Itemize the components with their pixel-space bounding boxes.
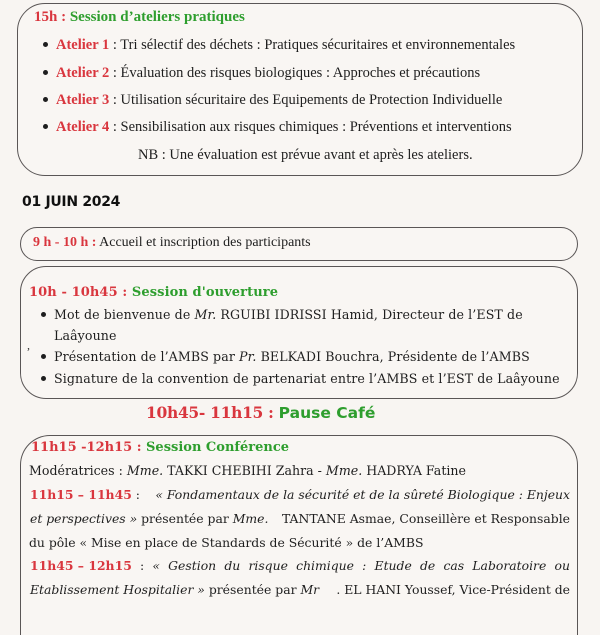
person-title: Mme.	[232, 511, 269, 526]
word: risque	[248, 558, 288, 573]
atelier-label: Atelier 3	[56, 92, 110, 108]
talk-2-line-2	[30, 582, 570, 597]
pause-title: Pause Café	[278, 404, 376, 422]
atelier-item	[43, 37, 515, 54]
session-title: Session d'ouverture	[131, 285, 279, 300]
atelier-item	[43, 65, 480, 82]
atelier-text: : Évaluation des risques biologiques : Approches et précautions	[109, 65, 481, 81]
bullet-icon	[41, 354, 46, 359]
atelier-text: : Sensibilisation aux risques chimiques : Préventions et interventions	[109, 119, 512, 135]
word: chimique	[296, 558, 354, 573]
talk-1-line-2	[30, 511, 570, 526]
moderator-name: TAKKI CHEBIHI Zahra -	[163, 463, 326, 478]
atelier-item	[43, 92, 502, 109]
atelier-text: : Utilisation sécuritaire des Equipements de Protection Individuelle	[109, 92, 503, 108]
word: Laboratoire	[472, 558, 547, 573]
ouverture-item-continuation: Laâyoune	[54, 328, 117, 343]
session-title: Session Conférence	[146, 440, 290, 455]
pause-cafe	[146, 403, 375, 423]
atelier-text: : Tri sélectif des déchets : Pratiques sécuritaires et environnementales	[109, 37, 516, 53]
separator: :	[131, 487, 140, 502]
bullet-icon	[43, 97, 48, 102]
ouverture-session-box	[20, 266, 578, 399]
conference-heading	[31, 440, 289, 455]
word: ou	[554, 558, 570, 573]
accueil-box	[20, 227, 578, 261]
ouverture-item	[41, 371, 560, 386]
ateliers-session-box	[17, 3, 583, 176]
item-text: Signature de la convention de partenariat entre l’AMBS et l’EST de Laâyoune	[54, 371, 560, 386]
atelier-label: Atelier 2	[56, 65, 110, 81]
talk-text: présentée par	[204, 582, 301, 597]
person-title: Mr	[300, 582, 320, 597]
ouverture-heading	[29, 285, 278, 300]
date-heading: 01 JUIN 2024	[22, 194, 121, 210]
bullet-icon	[41, 312, 46, 317]
moderator-name: HADRYA Fatine	[362, 463, 466, 478]
accueil-text: Accueil et inscription des participants	[96, 235, 311, 250]
word: du	[224, 558, 241, 573]
bullet-icon	[43, 42, 48, 47]
ateliers-session-heading	[34, 9, 245, 26]
ouverture-item	[41, 307, 523, 322]
talk-1-line-3: du pôle « Mise en place de Standards de Sécurité » de l’AMBS	[29, 535, 424, 550]
stray-mark: ,	[27, 338, 30, 352]
talk-time: 11h15 – 11h45	[30, 487, 132, 502]
talk-title: et perspectives »	[30, 511, 138, 526]
talk-1-line-1	[30, 487, 570, 502]
person-title: Mme.	[126, 463, 164, 478]
person-title: Pr.	[239, 349, 257, 364]
talk-speaker: . EL HANI Youssef, Vice-Président de	[336, 582, 570, 597]
session-title: Session d’ateliers pratiques	[69, 9, 245, 25]
word: cas	[443, 558, 465, 573]
accueil-time: 9 h - 10 h :	[33, 235, 97, 250]
word: de	[420, 558, 436, 573]
talk-time: 11h45 – 12h15	[30, 558, 132, 573]
word: Etude	[374, 558, 412, 573]
atelier-item	[43, 119, 512, 136]
item-text: RGUIBI IDRISSI Hamid, Directeur de l’EST de	[216, 307, 523, 322]
bullet-icon	[43, 70, 48, 75]
word: :	[140, 558, 145, 573]
talk-title: « Fondamentaux de la sécurité et de la sûreté Biologique : Enjeux	[155, 487, 570, 502]
word: Gestion	[168, 558, 217, 573]
person-title: Mr.	[194, 307, 217, 322]
ouverture-item	[41, 349, 530, 364]
item-text: BELKADI Bouchra, Présidente de l’AMBS	[256, 349, 530, 364]
talk-speaker: TANTANE Asmae, Conseillère et Responsable	[281, 511, 570, 526]
session-time: 15h :	[34, 9, 67, 25]
ateliers-note: NB : Une évaluation est prévue avant et après les ateliers.	[138, 147, 473, 163]
item-text: Présentation de l’AMBS par	[54, 349, 240, 364]
talk-title: Etablissement Hospitalier »	[30, 582, 205, 597]
session-time: 10h - 10h45 :	[29, 285, 132, 300]
bullet-icon	[43, 124, 48, 129]
word: :	[362, 558, 367, 573]
moderators-line	[29, 463, 466, 478]
person-title: Mme.	[325, 463, 363, 478]
word: «	[152, 558, 160, 573]
atelier-label: Atelier 1	[56, 37, 110, 53]
bullet-icon	[41, 376, 46, 381]
accueil-line	[33, 235, 311, 251]
atelier-label: Atelier 4	[56, 119, 110, 135]
talk-2-line-1	[30, 558, 570, 573]
talk-text: présentée par	[137, 511, 233, 526]
pause-time: 10h45- 11h15 :	[146, 403, 279, 422]
session-time: 11h15 -12h15 :	[31, 440, 147, 455]
moderators-label: Modératrices :	[29, 463, 127, 478]
item-text: Mot de bienvenue de	[54, 307, 195, 322]
